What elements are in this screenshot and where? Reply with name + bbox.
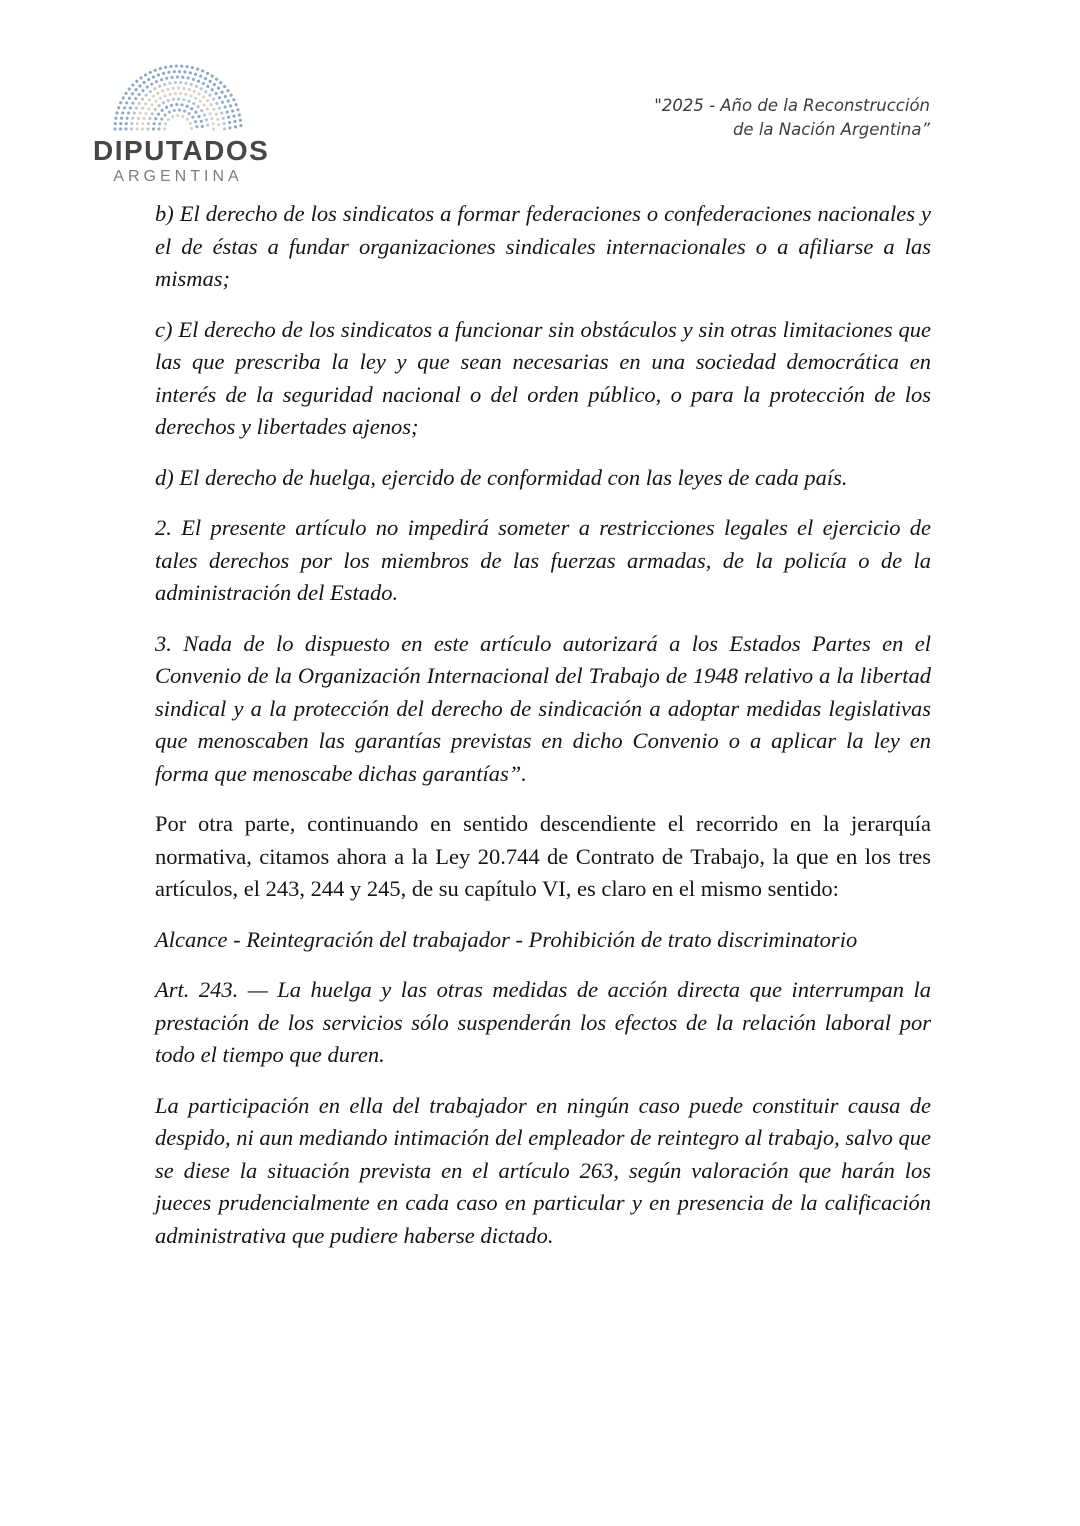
paragraph-quote-c: c) El derecho de los sindicatos a funcionar sin obstáculos y sin otras limitaciones que las que prescriba la ley y que sean necesarias en una sociedad democrática en interés de la seguridad nacional o del orden público, o para la protección de los derechos y libertades ajenos; <box>155 316 931 439</box>
paragraph-quote-3: 3. Nada de lo dispuesto en este artículo autorizará a los Estados Partes en el Convenio de la Organización Internacional del Trabajo de 1948 relativo a la libertad sindical y a la protección del derecho de sindicación a adoptar medidas legislativas que menoscaben las garantías previstas en dicho Convenio o a aplicar la ley en forma que menoscabe dichas garantías”. <box>155 630 931 786</box>
year-legend-line1: "2025 - Año de la Reconstrucción <box>654 96 930 115</box>
paragraph-participacion: La participación en ella del trabajador en ningún caso puede constituir causa de despido, ni aun mediando intimación del empleador de reintegro al trabajo, salvo que se diese la situación prevista en el artículo 263, según valoración que harán los jueces prudencialmente en cada caso en particular y en presencia de la calificación administrativa que pudiere haberse dictado. <box>155 1092 931 1248</box>
logo-title: DIPUTADOS <box>93 135 270 166</box>
paragraph-quote-2: 2. El presente artículo no impedirá someter a restricciones legales el ejercicio de tales derechos por los miembros de las fuerzas armadas, de la policía o de la administración del Estado. <box>155 515 931 605</box>
year-legend <box>654 94 930 142</box>
year-legend-line2: de la Nación Argentina” <box>732 119 930 139</box>
logo-subtitle: ARGENTINA <box>113 168 243 186</box>
paragraph-quote-d: d) El derecho de huelga, ejercido de conformidad con las leyes de cada país. <box>155 464 848 490</box>
paragraph-alcance-heading: Alcance - Reintegración del trabajador - Prohibición de trato discriminatorio <box>155 926 858 952</box>
paragraph-quote-b: b) El derecho de los sindicatos a formar federaciones o confederaciones nacionales y el de éstas a fundar organizaciones sindicales internacionales o a afiliarse a las mismas; <box>155 201 931 291</box>
hemicycle-dots-icon <box>107 60 249 132</box>
paragraph-por-otra-parte: Por otra parte, continuando en sentido descendiente el recorrido en la jerarquía normativa, citamos ahora a la Ley 20.744 de Contrato de Trabajo, la que en los tres artículos, el 243, 244 y 245, de su capítulo VI, es claro en el mismo sentido: <box>155 811 931 901</box>
document-body <box>155 198 931 1270</box>
paragraph-art-243: Art. 243. — La huelga y las otras medidas de acción directa que interrumpan la prestación de los servicios sólo suspenderán los efectos de la relación laboral por todo el tiempo que duren. <box>155 977 931 1067</box>
diputados-logo <box>93 60 270 188</box>
